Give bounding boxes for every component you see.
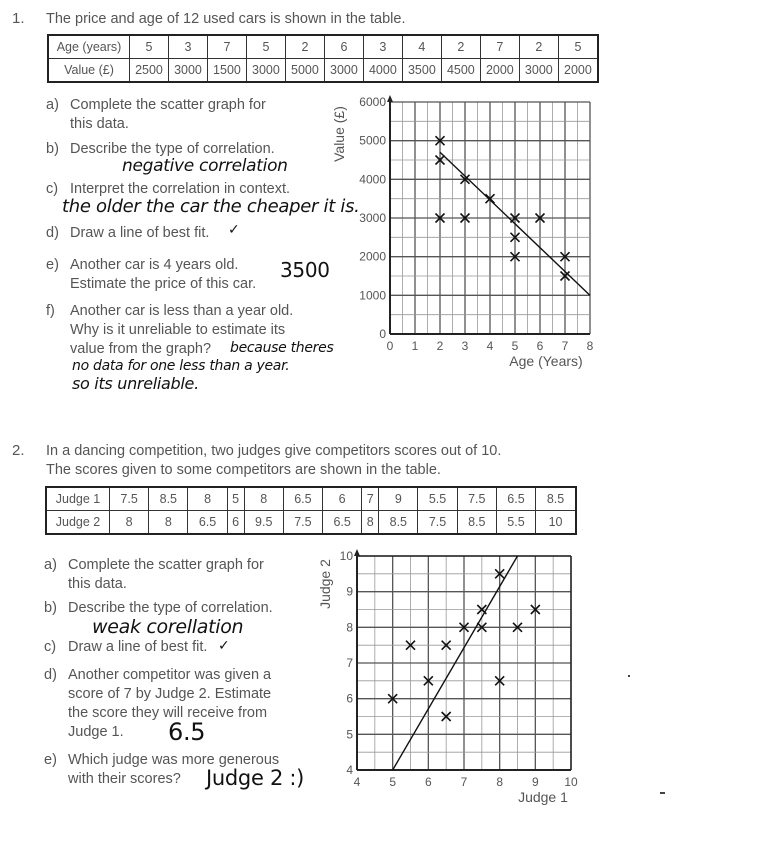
q1-table-cell: 5000 [285,59,324,83]
q2-table-cell: 5.5 [418,487,457,511]
part-label: b) [44,600,57,616]
q2-table-cell: 7.5 [110,487,149,511]
q2-table-cell: 10 [536,511,576,535]
part-label: b) [46,141,59,157]
y-tick-label: 4 [346,763,353,777]
part-text: Complete the scatter graph for [68,557,264,573]
part-label: a) [44,557,57,573]
part-line: this data. [68,576,127,592]
x-tick-label: 10 [564,775,578,789]
q1-table-cell: 6 [324,35,363,59]
part-line: Why is it unreliable to estimate its [70,322,286,338]
q1-intro: The price and age of 12 used cars is shown in the table. [46,11,406,27]
part-text: Draw a line of best fit. [70,225,210,241]
q1-table-cell: 7 [480,35,519,59]
q2-table-cell: 7 [362,487,379,511]
part-line: value from the graph? [70,341,212,357]
part-text: Another car is less than a year old. [70,303,294,319]
x-tick-label: 0 [386,339,394,353]
part-line: the score they will receive from [68,705,268,721]
x-tick-label: 7 [460,775,468,789]
x-tick-label: 4 [353,775,361,789]
x-tick-label: 3 [461,339,469,353]
x-tick-label: 5 [511,339,519,353]
part-line: Judge 1. [68,724,124,740]
q1-table-cell: 3500 [402,59,441,83]
q1-table-cell: 2000 [558,59,598,83]
part-label: c) [44,639,57,655]
y-tick-label: 6 [346,691,353,706]
y-axis-arrow [354,549,360,556]
y-tick-label: 4000 [359,172,386,187]
q1-table-cell: 2500 [130,59,169,83]
q2-table-cell: 8 [362,511,379,535]
q1-answer-f2: no data for one less than a year. [72,358,290,374]
q2-table-cell: 5.5 [496,511,535,535]
part-text: Interpret the correlation in context. [70,181,291,197]
x-tick-label: 9 [531,775,539,789]
part-text: Describe the type of correlation. [68,600,273,616]
y-tick-label: 3000 [359,211,386,225]
part-label: f) [46,303,55,319]
q1-table-cell: 2 [285,35,324,59]
q2-answer-e: Judge 2 :) [206,766,305,790]
y-tick-label: 7 [346,656,353,670]
y-axis-label: Judge 2 [317,559,333,609]
q2-table-cell: 6.5 [283,487,322,511]
y-tick-label: 8 [346,620,353,635]
x-tick-label: 4 [486,339,494,353]
q1-answer-e: 3500 [280,258,330,282]
q2-table-cell: 5 [227,487,244,511]
x-tick-label: 6 [424,775,432,789]
q1-table-row-label: Value (£) [48,59,130,83]
q1-table-cell: 2000 [480,59,519,83]
q2-table-row-label: Judge 1 [46,487,110,511]
q1-table-cell: 3000 [519,59,558,83]
q2-table-cell: 7.5 [418,511,457,535]
q2-table-cell: 6 [323,487,362,511]
q1-table-cell: 2 [519,35,558,59]
y-tick-label: 5 [346,727,353,742]
part-label: c) [46,181,59,197]
x-axis-label: Age (Years) [509,353,583,369]
q2-table-cell: 8.5 [457,511,496,535]
q1-answer-f3: so its unreliable. [72,374,199,393]
y-tick-label: 1000 [359,288,386,303]
q1-table-cell: 3 [363,35,402,59]
x-tick-label: 2 [436,339,444,353]
q1-table-cell: 3000 [246,59,285,83]
x-axis-label: Judge 1 [518,789,568,805]
q1-answer-b: negative correlation [122,156,288,176]
q2-table-cell: 6.5 [496,487,535,511]
part-text: Complete the scatter graph for [70,97,266,113]
y-tick-label: 5000 [359,133,386,148]
q2-table-cell: 6.5 [323,511,362,535]
q2-table-cell: 7.5 [457,487,496,511]
q1-table-cell: 3000 [168,59,207,83]
q2-intro-line-1: In a dancing competition, two judges give competitors scores out of 10. [46,443,502,459]
stray-dash-1 [660,792,665,794]
q2-answer-b: weak corellation [92,616,244,638]
part-text: Describe the type of correlation. [70,141,275,157]
q1-answer-c: the older the car the cheaper it is. [62,196,360,217]
q1-table-cell: 2 [441,35,480,59]
q1-table-cell: 5 [130,35,169,59]
q1-table-cell: 5 [246,35,285,59]
q2-table-cell: 7.5 [283,511,322,535]
q1-table-cell: 3000 [324,59,363,83]
q2-table-cell: 6 [227,511,244,535]
part-line: with their scores? [68,771,181,787]
q2-table-cell: 9 [379,487,418,511]
y-tick-label: 0 [379,327,386,341]
q2-table-cell: 8 [244,487,283,511]
y-tick-label: 9 [346,584,353,599]
q1-table-row-label: Age (years) [48,35,130,59]
q1-table-cell: 4500 [441,59,480,83]
part-line: score of 7 by Judge 2. Estimate [68,686,272,702]
q2-table-row-label: Judge 2 [46,511,110,535]
part-label: d) [44,667,57,683]
q2-answer-c: ✓ [218,638,230,654]
part-label: a) [46,97,59,113]
q2-table-cell: 9.5 [244,511,283,535]
q2-table-cell: 8.5 [149,487,188,511]
part-text: Draw a line of best fit. [68,639,208,655]
q1-answer-d: ✓ [228,222,240,238]
q1-table-cell: 7 [207,35,246,59]
q1-table-cell: 1500 [207,59,246,83]
q1-table-cell: 4000 [363,59,402,83]
q2-table-cell: 8 [110,511,149,535]
q2-table-cell: 6.5 [188,511,227,535]
x-tick-label: 8 [586,339,594,353]
q2-table-cell: 8 [149,511,188,535]
x-tick-label: 1 [411,339,419,353]
part-text: Which judge was more generous [68,752,280,768]
q2-number: 2. [12,442,25,459]
part-text: Another car is 4 years old. [70,257,239,273]
q2-intro-line-2: The scores given to some competitors are shown in the table. [46,462,441,478]
q2-table-cell: 8.5 [536,487,576,511]
grid [357,556,571,770]
x-tick-label: 6 [536,339,544,353]
x-tick-label: 8 [496,775,504,789]
y-tick-label: 2000 [359,249,386,264]
part-label: e) [44,752,57,768]
q1-table-cell: 4 [402,35,441,59]
part-text: Another competitor was given a [68,667,272,683]
q1-table-cell: 5 [558,35,598,59]
q1-answer-f1: because theres [230,340,334,356]
q1-table-cell: 3 [168,35,207,59]
q2-answer-d: 6.5 [168,718,206,746]
part-label: e) [46,257,59,273]
y-tick-label: 6000 [359,95,386,109]
q1-number: 1. [12,10,25,27]
part-line: Estimate the price of this car. [70,276,257,292]
x-tick-label: 7 [561,339,569,353]
y-axis-label: Value (£) [331,106,347,162]
part-line: this data. [70,116,129,132]
q2-table-cell: 8.5 [379,511,418,535]
stray-dot-1 [628,675,630,677]
part-label: d) [46,225,59,241]
x-tick-label: 5 [389,775,397,789]
y-tick-label: 10 [339,549,353,563]
q2-table-cell: 8 [188,487,227,511]
